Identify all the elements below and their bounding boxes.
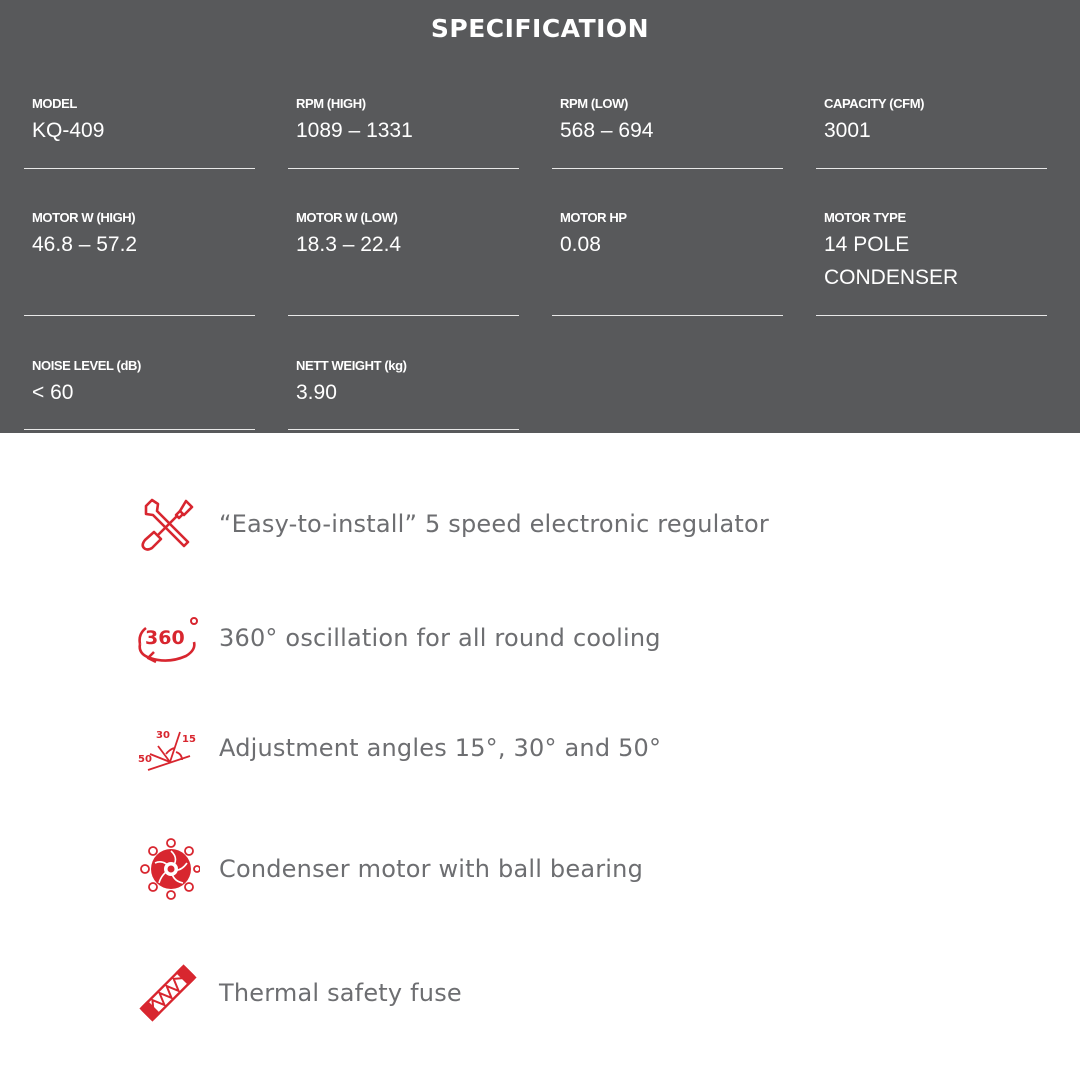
feature-text: Thermal safety fuse [219, 979, 462, 1007]
spec-noise-level [24, 358, 255, 409]
spec-value: 14 POLE CONDENSER [824, 233, 959, 289]
spec-value: 3.90 [296, 381, 337, 404]
spec-label: MOTOR W (LOW) [296, 210, 398, 225]
spec-motor-w-low [288, 210, 519, 261]
divider [24, 429, 255, 430]
spec-capacity [816, 96, 1047, 147]
divider [24, 315, 255, 316]
motor-bearing-icon [136, 837, 200, 901]
divider [816, 168, 1047, 169]
spec-nett-weight [288, 358, 519, 409]
spec-label: CAPACITY (CFM) [824, 96, 925, 111]
spec-label: MOTOR TYPE [824, 210, 906, 225]
feature-text: Adjustment angles 15°, 30° and 50° [219, 734, 662, 762]
divider [552, 315, 783, 316]
feature-oscillation [136, 606, 956, 670]
spec-label: MOTOR HP [560, 210, 627, 225]
divider [288, 429, 519, 430]
divider [816, 315, 1047, 316]
spec-label: MODEL [32, 96, 77, 111]
oscillation-360-icon [136, 606, 200, 670]
thermal-fuse-icon [136, 961, 200, 1025]
feature-motor [136, 837, 956, 901]
feature-fuse [136, 961, 956, 1025]
feature-text: 360° oscillation for all round cooling [219, 624, 661, 652]
divider [288, 168, 519, 169]
spec-rpm-low [552, 96, 783, 147]
angle-label: 15 [182, 734, 196, 745]
feature-text: Condenser motor with ball bearing [219, 855, 644, 883]
spec-label: RPM (HIGH) [296, 96, 366, 111]
angle-label: 30 [156, 730, 170, 741]
spec-motor-type [816, 210, 1047, 294]
spec-label: MOTOR W (HIGH) [32, 210, 136, 225]
spec-model [24, 96, 255, 147]
spec-value: 568 – 694 [560, 119, 654, 142]
tools-icon [136, 492, 200, 556]
spec-value: 0.08 [560, 233, 601, 256]
spec-motor-hp [552, 210, 783, 261]
spec-value: 18.3 – 22.4 [296, 233, 402, 256]
feature-text: “Easy-to-install” 5 speed electronic regulator [219, 510, 769, 538]
spec-title: SPECIFICATION [430, 14, 650, 43]
spec-label: RPM (LOW) [560, 96, 628, 111]
icon-label: 360 [145, 627, 185, 649]
spec-value: KQ-409 [32, 119, 105, 142]
feature-angles [136, 716, 956, 780]
angle-label: 50 [138, 754, 152, 765]
spec-value: 46.8 – 57.2 [32, 233, 138, 256]
spec-label: NOISE LEVEL (dB) [32, 358, 141, 373]
spec-value: 3001 [824, 119, 871, 142]
adjustment-angle-icon [136, 716, 200, 780]
spec-label: NETT WEIGHT (kg) [296, 358, 407, 373]
divider [552, 168, 783, 169]
specification-panel [0, 0, 1080, 433]
feature-regulator [136, 492, 956, 556]
spec-rpm-high [288, 96, 519, 147]
spec-value: < 60 [32, 381, 74, 404]
spec-motor-w-high [24, 210, 255, 261]
divider [24, 168, 255, 169]
divider [288, 315, 519, 316]
spec-value: 1089 – 1331 [296, 119, 413, 142]
